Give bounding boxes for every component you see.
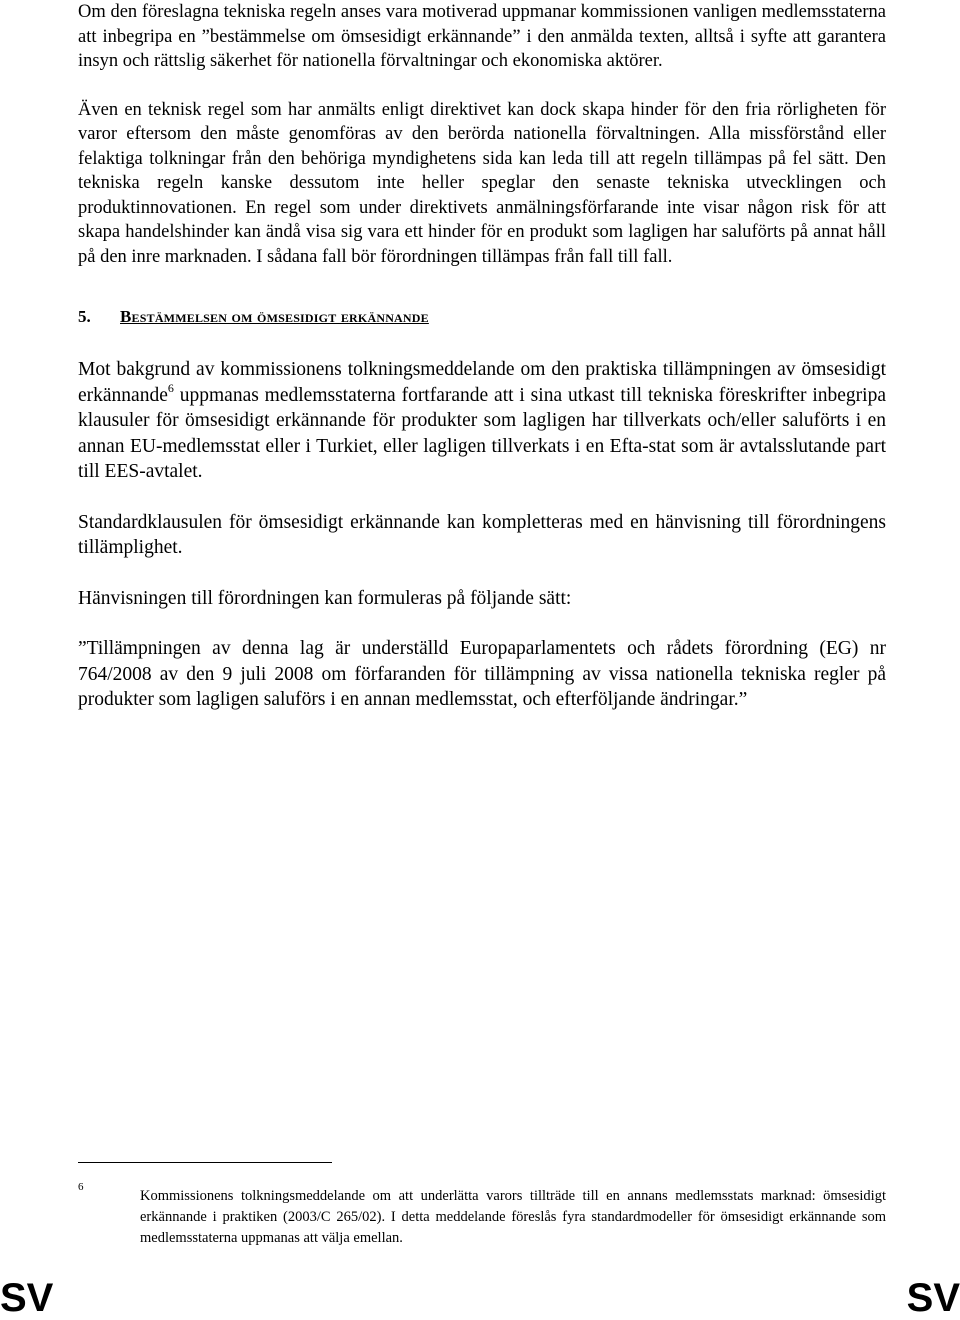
footnote <box>78 1182 886 1249</box>
paragraph-3-text-b: uppmanas medlemsstaterna fortfarande att i sina utkast till tekniska föreskrifter inbegripa klausuler för ömsesidigt erkännande för produkter som lagligen har tillverkats och/eller saluförts i en annan EU-medlemsstat eller i Turkiet, eller lagligen tillverkats i en Efta-stat som är avtalsslutande part till EES-avtalet. <box>78 384 886 482</box>
section-heading <box>78 305 886 329</box>
paragraph-2: Även en teknisk regel som har anmälts enligt direktivet kan dock skapa hinder för den fria rörligheten för varor eftersom den måste genomföras av den berörda nationella förvaltningen. Alla missförstånd eller felaktiga tolkningar från den behöriga myndighetens sida kan leda till att regeln tillämpas på fel sätt. Den tekniska regeln kanske dessutom inte heller speglar den senaste tekniska utvecklingen och produktinnovationen. En regel som under direktivets anmälningsförfarande inte visar någon risk för att skapa handelshinder kan ändå visa sig vara ett hinder för en produkt som lagligen har saluförts på annat håll på den inre marknaden. I sådana fall bör förordningen tillämpas från fall till fall. <box>78 99 886 267</box>
document-page <box>78 0 886 713</box>
paragraph-3 <box>78 357 886 485</box>
language-marker-left: SV <box>0 1276 54 1320</box>
paragraph-5: Hänvisningen till förordningen kan formuleras på följande sätt: <box>78 587 572 609</box>
paragraph-1: Om den föreslagna tekniska regeln anses vara motiverad uppmanar kommissionen vanligen medlemsstaterna att inbegripa en ”bestämmelse om ömsesidigt erkännande” i den anmälda texten, alltså i syfte att garantera insyn och rättslig säkerhet för nationella förvaltningar och ekonomiska aktörer. <box>78 2 886 71</box>
footnote-number: 6 <box>78 1181 84 1193</box>
paragraph-3-text-a: Mot bakgrund av kommissionens tolkningsmeddelande om den praktiska tillämpningen av ömsesidigt erkännande <box>78 359 886 406</box>
section-number: 5. <box>78 307 91 326</box>
paragraph-4: Standardklausulen för ömsesidigt erkännande kan kompletteras med en hänvisning till förordningens tillämplighet. <box>78 511 886 558</box>
paragraph-6-quote: ”Tillämpningen av denna lag är underställd Europaparlamentets och rådets förordning (EG) nr 764/2008 av den 9 juli 2008 om förfaranden för tillämpning av vissa nationella tekniska regler på produkter som lagligen saluförs i en annan medlemsstat, och efterföljande ändringar.” <box>78 638 886 710</box>
footnote-reference: 6 <box>167 381 174 395</box>
language-marker-right: SV <box>906 1276 960 1320</box>
footnote-text: Kommissionens tolkningsmeddelande om att underlätta varors tillträde till en annans medlemsstats marknad: ömsesidigt erkännande i praktiken (2003/C 265/02). I detta meddelande föreslås fyra standardmodeller för ömsesidigt erkännande som medlemsstaterna uppmanas att välja emellan. <box>140 1188 886 1246</box>
footnote-separator <box>78 1162 332 1163</box>
section-title: Bestämmelsen om ömsesidigt erkännande <box>120 307 429 326</box>
